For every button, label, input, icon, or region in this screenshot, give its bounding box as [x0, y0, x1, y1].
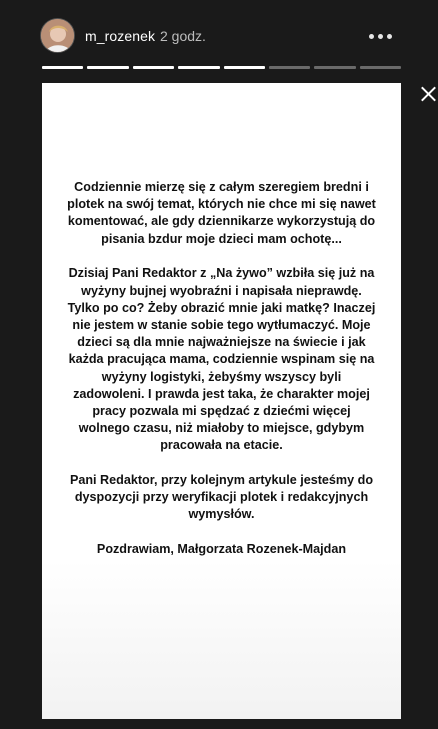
story-paragraph: Pani Redaktor, przy kolejnym artykule jesteśmy do dyspozycji przy weryfikacji plotek i redakcyjnych wymysłów.	[69, 473, 374, 522]
story-paragraph: Pozdrawiam, Małgorzata Rozenek-Majdan	[96, 542, 347, 557]
avatar-image	[41, 19, 74, 52]
story-progress-segment	[269, 66, 310, 69]
more-horizontal-icon[interactable]	[366, 26, 396, 46]
more-dot	[378, 34, 383, 39]
story-progress-segment	[42, 66, 83, 69]
profile-avatar[interactable]	[41, 19, 74, 52]
story-header	[0, 0, 438, 70]
more-dot	[369, 34, 374, 39]
story-progress-segment	[133, 66, 174, 69]
story-paragraph: Dzisiaj Pani Redaktor z „Na żywo” wzbiła się już na wyżyny bujnej wyobraźni i napisała nieprawdę. Tylko po co? Żeby obrazić mnie jaki matkę? Inaczej nie jestem w stanie sobie tego wytłumaczyć. Moje dzieci są dla mnie najważniejsze na świecie i jak każda pracująca mama, codziennie wspinam się na wyżyny logistyki, żebyśmy wszyscy byli zadowoleni. I prawda jest taka, że charakter mojej pracy pozwala mi spędzać z dziećmi więcej wolnego czasu, niż miałoby to miejsce, gdybym pracowała na etacie.	[67, 266, 376, 453]
more-dot	[387, 34, 392, 39]
story-card	[42, 83, 401, 719]
story-progress-segment	[224, 66, 265, 69]
story-progress-segment	[314, 66, 355, 69]
story-progress-segment	[87, 66, 128, 69]
story-time: 2 godz.	[160, 28, 206, 44]
story-text	[66, 179, 377, 576]
story-progress-segment	[178, 66, 219, 69]
story-paragraph: Codziennie mierzę się z całym szeregiem bredni i plotek na swój temat, których nie chce mi się nawet komentować, ale gdy dziennikarze wykorzystują do pisania bzdur moje dzieci mam ochotę...	[67, 180, 376, 246]
story-progress-segment	[360, 66, 401, 69]
username[interactable]: m_rozenek	[85, 28, 156, 44]
close-icon[interactable]	[418, 84, 438, 104]
